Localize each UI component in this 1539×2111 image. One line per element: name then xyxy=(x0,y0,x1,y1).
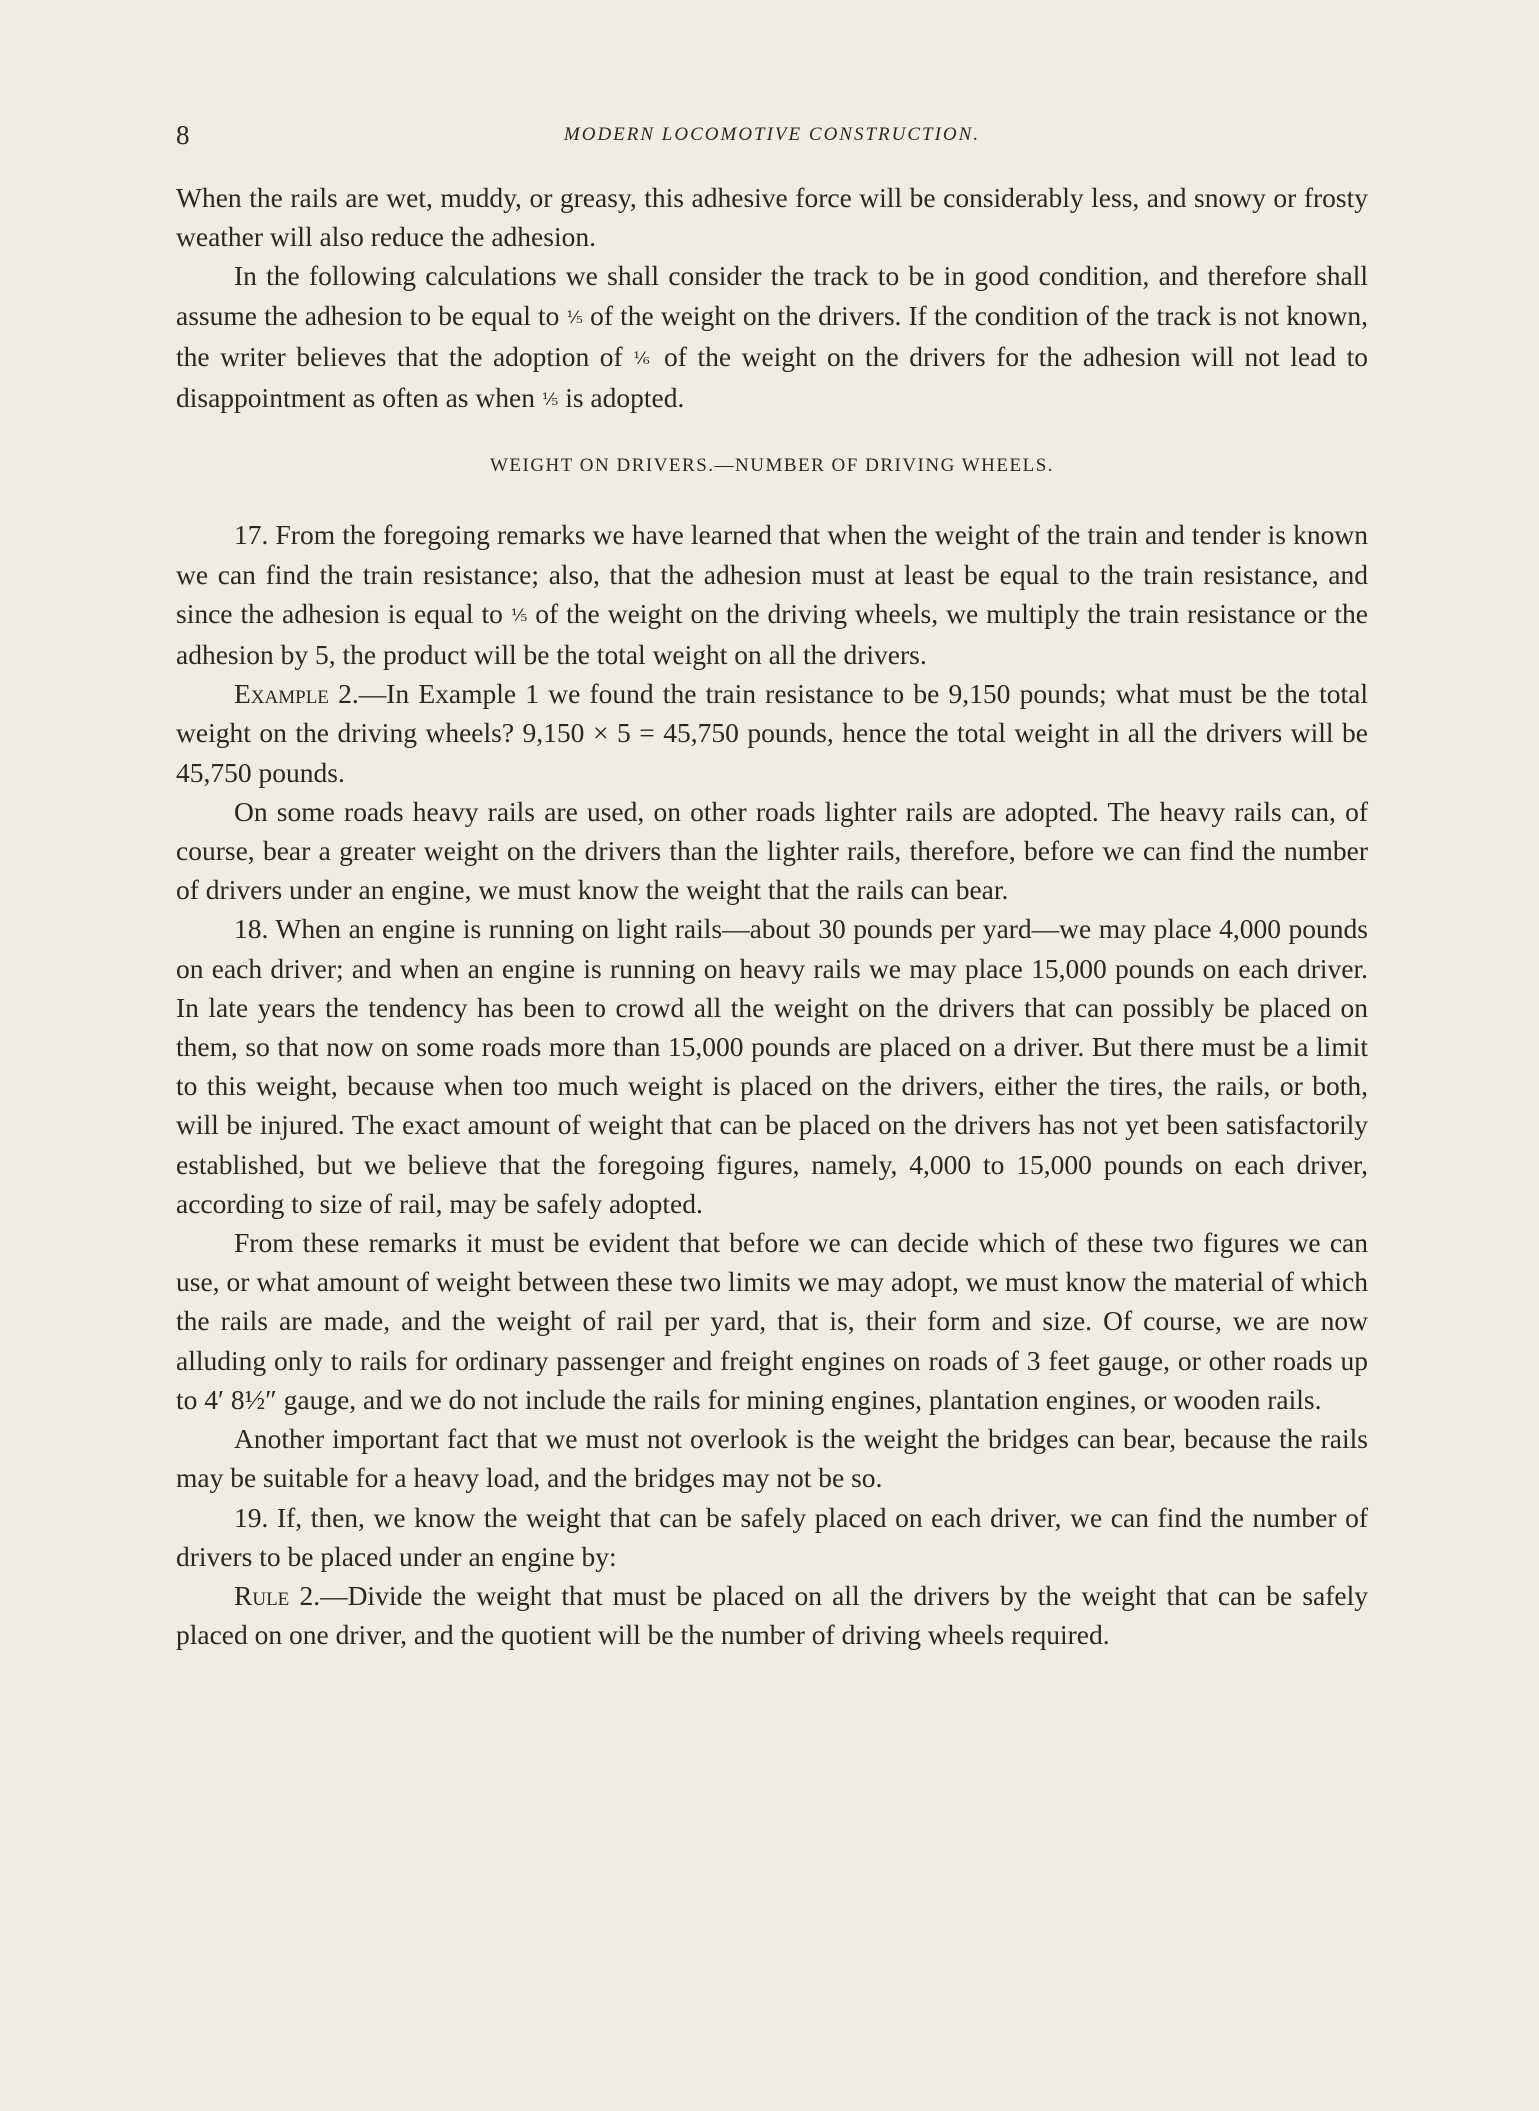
text-run: of the weight on the drivers. If the condition of the track is not known, the writer believes that the adoption of xyxy=(176,299,1368,372)
paragraph xyxy=(176,674,1368,792)
text-run: is adopted. xyxy=(558,382,685,414)
text-run: of the weight on the drivers for the adhesion will not lead to disappointment as often as when xyxy=(176,340,1369,414)
paragraph xyxy=(176,1498,1368,1576)
paragraph xyxy=(176,1576,1368,1654)
text-run: 2.—In Example 1 we found the train resistance to be 9,150 pounds; what must be the total weight on the driving wheels? 9,150 × 5 = 45,750 pounds, hence the total weight in all the drivers will be 45,750 pounds. xyxy=(176,678,1368,788)
text-run: On some roads heavy rails are used, on other roads lighter rails are adopted. The heavy rails can, of course, bear a greater weight on the drivers than the lighter rails, therefore, before we can find the number of drivers under an engine, we must know the weight that the rails can bear. xyxy=(176,795,1368,906)
fraction: ⅕ xyxy=(510,605,528,625)
text-run: 17. From the foregoing remarks we have learned that when the weight of the train and tender is known we can find the train resistance; also, that the adhesion must at least be equal to the train resistance, and since the adhesion is equal to xyxy=(176,519,1368,629)
page-number: 8 xyxy=(176,120,190,150)
text-run: When the rails are wet, muddy, or greasy, this adhesive force will be considerably less, and snowy or frosty weather will also reduce the adhesion. xyxy=(176,182,1368,253)
text-run: 18. When an engine is running on light rails—about 30 pounds per yard—we may place 4,000 pounds on each driver; and when an engine is running on heavy rails we may place 15,000 pounds on each driver. In late years the tendency has been to crowd all the weight on the drivers that can possibly be placed on them, so that now on some roads more than 15,000 pounds are placed on a driver. But there must be a limit to this weight, because when too much weight is placed on the drivers, either the tires, the rails, or both, will be injured. The exact amount of weight that can be placed on the drivers has not yet been satisfactorily established, but we believe that the foregoing figures, namely, 4,000 to 15,000 pounds on each driver, according to size of rail, may be safely adopted. xyxy=(176,913,1368,1219)
body-text xyxy=(176,178,1368,1654)
text-run: 19. If, then, we know the weight that can be safely placed on each driver, we can find the number of drivers to be placed under an engine by: xyxy=(176,1501,1368,1572)
paragraph xyxy=(176,1419,1368,1497)
text-run: of the weight on the driving wheels, we multiply the train resistance or the adhesion by 5, the product will be the total weight on all the drivers. xyxy=(176,597,1368,671)
page-header xyxy=(176,120,1368,154)
text-run: Another important fact that we must not overlook is the weight the bridges can bear, because the rails may be suitable for a heavy load, and the bridges may not be so. xyxy=(176,1423,1368,1494)
fraction: ⅕ xyxy=(541,390,559,410)
text-run: In the following calculations we shall consider the track to be in good condition, and therefore shall assume the adhesion to be equal to xyxy=(176,260,1368,331)
example-label: Example xyxy=(234,678,329,710)
text-run: From these remarks it must be evident that before we can decide which of these two figures we can use, or what amount of weight between these two limits we may adopt, we must know the material of which the rails are made, and the weight of rail per yard, that is, their form and size. Of course, we are now alluding only to rails for ordinary passenger and freight engines on roads of 3 feet gauge, or other roads up to 4′ 8½″ gauge, and we do not include the rails for mining engines, plantation engines, or wooden rails. xyxy=(176,1227,1368,1415)
text-run: 2.—Divide the weight that must be placed on all the drivers by the weight that can be safely placed on one driver, and the quotient will be the number of driving wheels required. xyxy=(176,1579,1368,1651)
paragraph xyxy=(176,256,1368,419)
paragraph xyxy=(176,909,1368,1223)
paragraph xyxy=(176,178,1368,256)
rule-label: Rule xyxy=(234,1579,290,1611)
fraction: ⅙ xyxy=(633,348,654,368)
running-title: MODERN LOCOMOTIVE CONSTRUCTION. xyxy=(563,124,981,145)
fraction: ⅕ xyxy=(566,307,583,327)
paragraph xyxy=(176,1223,1368,1419)
paragraph xyxy=(176,515,1368,674)
section-heading: WEIGHT ON DRIVERS.—NUMBER OF DRIVING WHEELS. xyxy=(489,455,1055,477)
paragraph xyxy=(176,792,1368,910)
